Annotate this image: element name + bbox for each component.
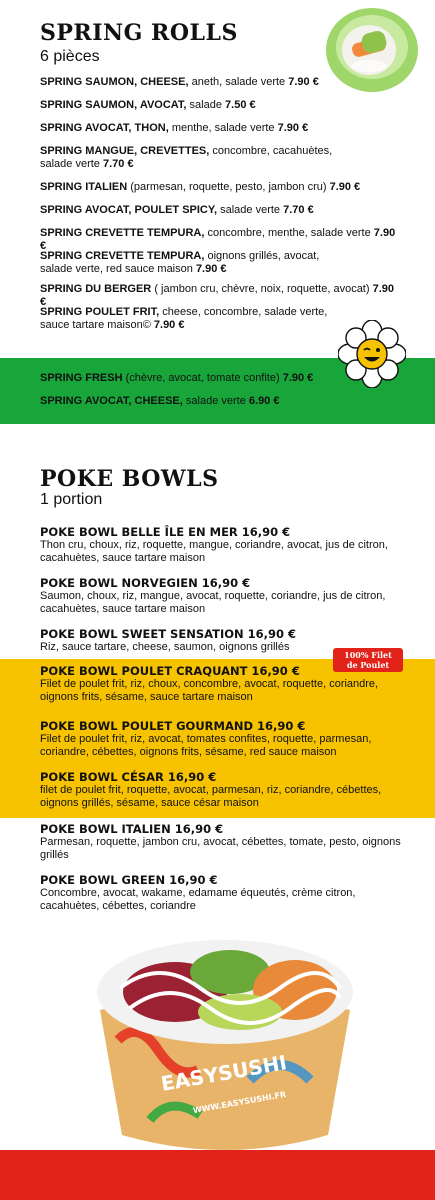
list-item: POKE BOWL BELLE ÎLE EN MER 16,90 € Thon cru, choux, riz, roquette, mangue, coriandre, avocat, jus de citron, cacahuètes, sauce tartare maison (40, 525, 388, 564)
list-item: SPRING SAUMON, AVOCAT, salade 7.50 € (40, 99, 256, 111)
list-item: POKE BOWL POULET CRAQUANT 16,90 € Filet de poulet frit, riz, choux, concombre, avocat, roquette, coriandre, oignons frits, sésame, sauce tartare maison (40, 664, 379, 703)
list-item: POKE BOWL GREEN 16,90 € Concombre, avocat, wakame, edamame équeutés, crème citron, cacahuètes, cébettes, coriandre (40, 873, 356, 912)
list-item: SPRING CREVETTE TEMPURA, oignons grillés, avocat, salade verte, red sauce maison 7.90 € (40, 250, 320, 275)
spring-rolls-subtitle: 6 pièces (40, 48, 100, 65)
list-item: SPRING ITALIEN (parmesan, roquette, pesto, jambon cru) 7.90 € (40, 181, 361, 193)
poke-bowls-subtitle: 1 portion (40, 491, 103, 508)
list-item: POKE BOWL NORVEGIEN 16,90 € Saumon, choux, riz, mangue, avocat, roquette, coriandre, jus de citron, cacahuètes, sauce tartare maison (40, 576, 386, 615)
chicken-badge: 100% Filet de Poulet (333, 648, 403, 672)
list-item: SPRING SAUMON, CHEESE, aneth, salade verte 7.90 € (40, 76, 319, 88)
spring-rolls-list (40, 76, 400, 336)
bowl-logo-text: EASYSUSHI (159, 1050, 289, 1096)
list-item: SPRING MANGUE, CREVETTES, concombre, cacahuètes, salade verte 7.70 € (40, 145, 333, 170)
poke-bowls-title: POKE BOWLS (40, 466, 219, 492)
list-item: POKE BOWL CÉSAR 16,90 € filet de poulet frit, roquette, avocat, parmesan, riz, coriandre, cébettes, oignons grillés, sésame, sauce césar maison (40, 770, 382, 809)
flower-mascot-icon (338, 320, 406, 388)
list-item: POKE BOWL ITALIEN 16,90 € Parmesan, roquette, jambon cru, avocat, cébettes, tomate, pesto, oignons grillés (40, 822, 401, 861)
list-item: POKE BOWL POULET GOURMAND 16,90 € Filet de poulet frit, riz, avocat, tomates confites, roquette, parmesan, coriandre, cébettes, oignons frits, sésame, red sauce maison (40, 719, 372, 758)
list-item: SPRING POULET FRIT, cheese, concombre, salade verte, sauce tartare maison© 7.90 € (40, 306, 328, 331)
list-item: SPRING AVOCAT, THON, menthe, salade verte 7.90 € (40, 122, 309, 134)
list-item: SPRING AVOCAT, POULET SPICY, salade verte 7.70 € (40, 204, 314, 216)
list-item: POKE BOWL SWEET SENSATION 16,90 € Riz, sauce tartare, cheese, saumon, oignons grillés (40, 627, 297, 653)
list-item: SPRING FRESH (chèvre, avocat, tomate confite) 7.90 € (40, 372, 314, 384)
bowl-url-text: WWW.EASYSUSHI.FR (192, 1089, 287, 1116)
spring-green-list (40, 372, 313, 415)
spring-rolls-title: SPRING ROLLS (40, 20, 238, 46)
list-item: SPRING DU BERGER ( jambon cru, chèvre, noix, roquette, avocat) 7.90 € (40, 283, 395, 308)
list-item: SPRING CREVETTE TEMPURA, concombre, menthe, salade verte 7.90 € (40, 227, 396, 252)
list-item: SPRING AVOCAT, CHEESE, salade verte 6.90 € (40, 395, 280, 407)
poke-bowl-image (90, 930, 360, 1160)
